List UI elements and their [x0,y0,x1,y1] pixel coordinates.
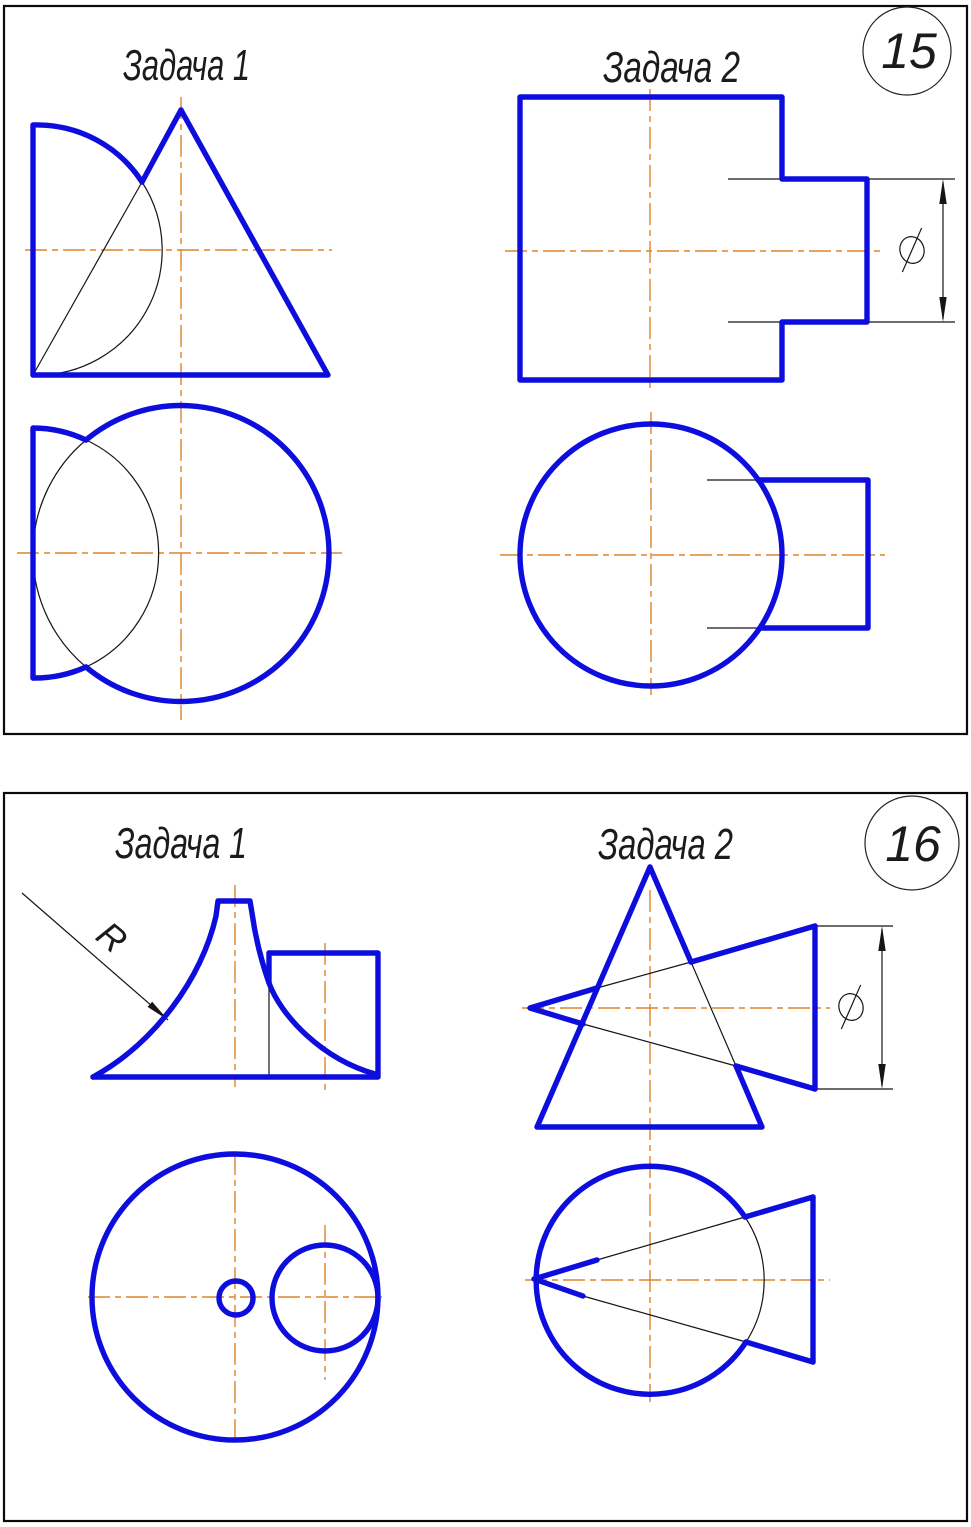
p16-problem1-centerlines [88,885,382,1443]
panel-16-problem-2-title: Задача 2 [598,820,733,869]
p15-problem2-construction-lines [707,179,955,628]
p16-problem2-centerlines [522,890,830,1402]
dimension-arrow-up [939,179,946,204]
p15-problem2-outlines [520,97,868,686]
panel-16-problem-1-title: Задача 1 [115,819,247,868]
panel-15-border [4,6,967,734]
hidden-frustum-edge [597,962,691,988]
panel-16-number: 16 [885,816,941,872]
cone-right-edge-visible [650,867,691,962]
dimension-arrow-down [878,1064,885,1089]
prism-cylinder-front-outline [520,97,867,380]
panel-15-problem-1-title: Задача 1 [123,41,250,90]
hemisphere-front-outline [33,125,142,375]
p15-diameter-symbol [891,228,933,272]
cone-left-edge-front [142,110,181,182]
frustum-bottom-edge-visible [736,1066,815,1089]
frustum-top-edge-visible [691,926,815,962]
neck-circle-top-view [219,1281,253,1315]
panel-16 [4,793,967,1521]
frustum-top-edge-top-view [745,1197,813,1217]
p15-problem1-construction-lines [33,182,162,667]
panel-15-number: 15 [881,23,937,79]
hidden-sphere-arc-front [33,182,162,375]
panel-15-problem-2-title: Задача 2 [603,43,740,92]
diameter-symbol-slash [891,228,933,272]
dimension-arrow-up [878,926,885,951]
hidden-frustum-edge-top-view [583,1296,746,1342]
cylinder-circle-top-view [272,1245,378,1351]
hidden-cone-edge-front [33,182,142,375]
hidden-frustum-edge [583,1024,736,1066]
revolution-surface-front-outline [93,901,375,1077]
hemisphere-top-outline-lower [33,667,86,678]
p16-problem2-outlines [530,867,815,1394]
diameter-symbol-slash [830,985,872,1029]
p16-problem1-construction-lines [22,893,269,1076]
hidden-cone-edge [691,962,736,1066]
frustum-bottom-edge-top-view [746,1342,813,1362]
p16-diameter-symbol [830,985,872,1029]
frustum-apex-top-view [534,1260,597,1296]
hidden-frustum-edge-top-view [597,1217,745,1260]
panel-15 [4,6,967,734]
radius-label: R [88,913,136,962]
dimension-arrow-down [939,297,946,322]
p15-problem1-centerlines [17,97,342,720]
radius-leader-line [22,893,168,1020]
